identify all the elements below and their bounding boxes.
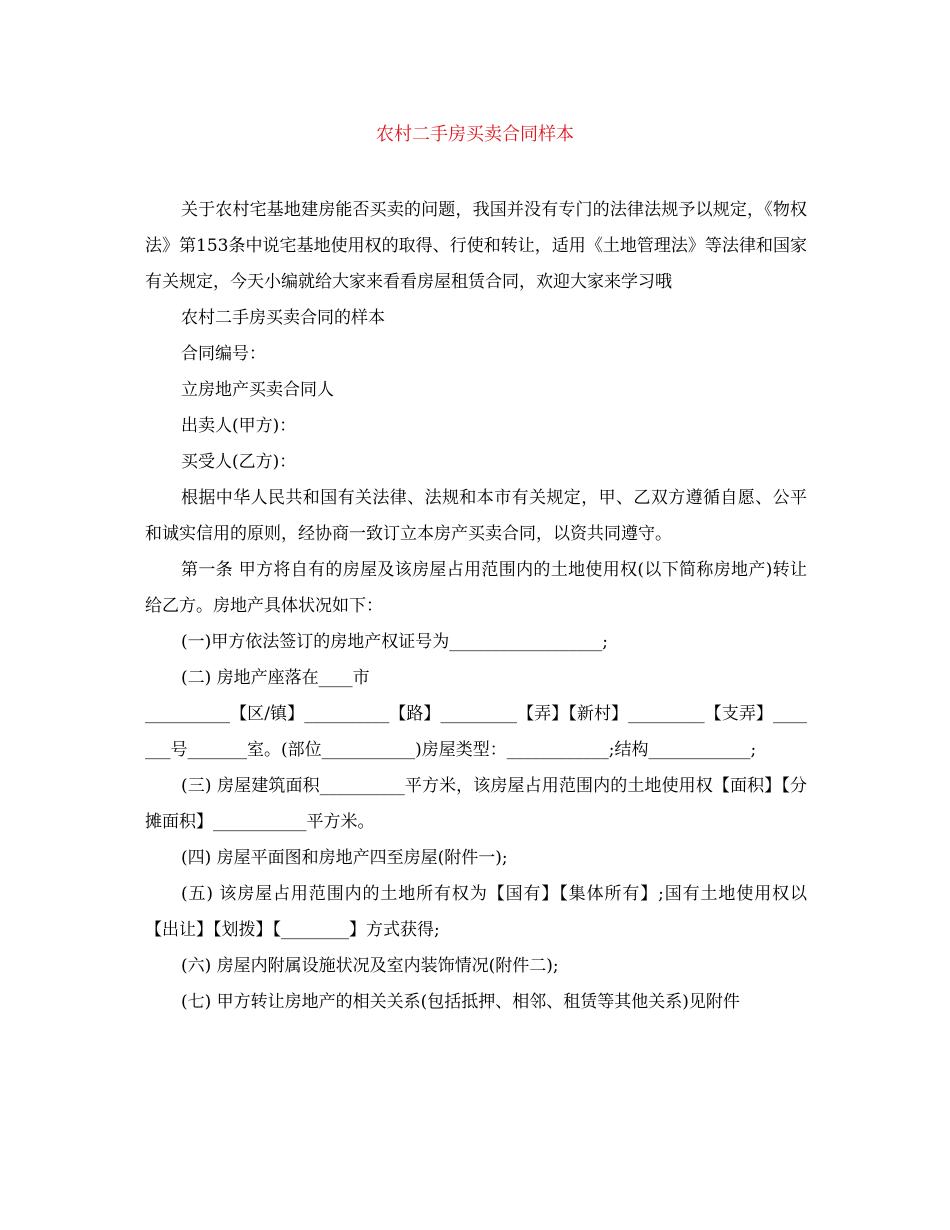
- paragraph-parties-heading: 立房地产买卖合同人: [181, 380, 334, 400]
- paragraph-subtitle: 农村二手房买卖合同的样本: [181, 308, 385, 328]
- paragraph-item-1: (一)甲方依法签订的房地产权证号为__________________;: [181, 632, 608, 652]
- paragraph-seller: 出卖人(甲方)：: [181, 416, 297, 436]
- paragraph-buyer: 买受人(乙方)：: [181, 452, 297, 472]
- document-title: 农村二手房买卖合同样本: [376, 124, 574, 145]
- paragraph-item-4: (四) 房屋平面图和房地产四至房屋(附件一);: [181, 848, 508, 868]
- paragraph-address-blanks: __________【区/镇】__________【路】_________【弄】【新村】_________【支弄】_______号_______室。(部位___________)房屋类型：____________;结构____________;: [145, 704, 807, 760]
- paragraph-item-6: (六) 房屋内附属设施状况及室内装饰情况(附件二);: [181, 956, 559, 976]
- document-body: [145, 192, 807, 1020]
- paragraph-preamble: 根据中华人民共和国有关法律、法规和本市有关规定，甲、乙双方遵循自愿、公平和诚实信用的原则，经协商一致订立本房产买卖合同，以资共同遵守。: [145, 488, 807, 544]
- paragraph-intro: 关于农村宅基地建房能否买卖的问题，我国并没有专门的法律法规予以规定，《物权法》第153条中说宅基地使用权的取得、行使和转让，适用《土地管理法》等法律和国家有关规定，今天小编就给大家来看看房屋租赁合同，欢迎大家来学习哦: [145, 200, 807, 292]
- paragraph-item-2: (二) 房地产座落在____市: [181, 668, 370, 688]
- paragraph-article-1: 第一条 甲方将自有的房屋及该房屋占用范围内的土地使用权(以下简称房地产)转让给乙方。房地产具体状况如下：: [145, 560, 807, 616]
- paragraph-item-5: (五) 该房屋占用范围内的土地所有权为【国有】【集体所有】;国有土地使用权以【出让】【划拨】【________】方式获得;: [145, 884, 807, 940]
- paragraph-contract-number: 合同编号：: [181, 344, 266, 364]
- paragraph-item-7: (七) 甲方转让房地产的相关关系(包括抵押、相邻、租赁等其他关系)见附件: [181, 992, 740, 1012]
- paragraph-item-3: (三) 房屋建筑面积__________平方米，该房屋占用范围内的土地使用权【面积】【分摊面积】___________平方米。: [145, 776, 807, 832]
